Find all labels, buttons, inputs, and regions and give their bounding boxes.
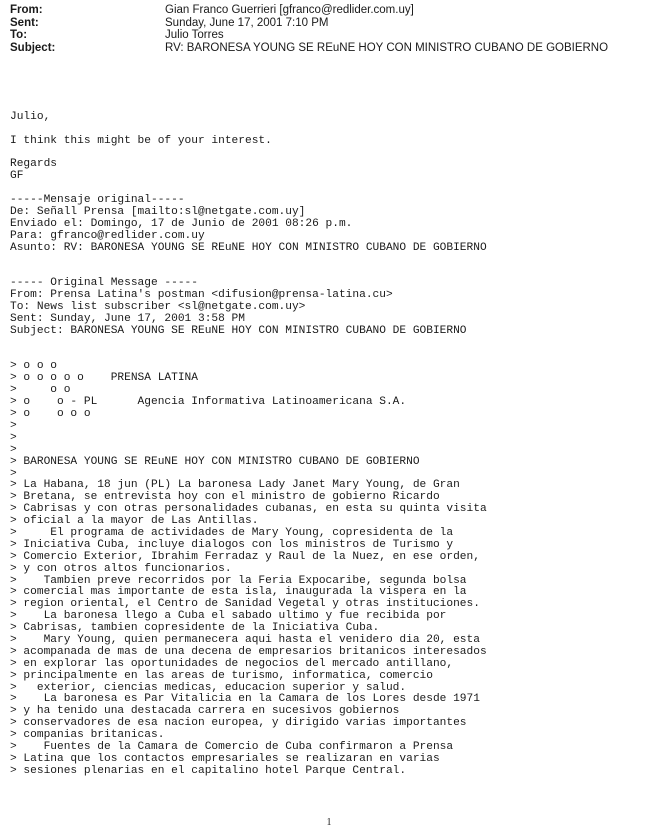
body-line: > oficial a la mayor de Las Antillas. xyxy=(10,515,259,528)
sent-value: Sunday, June 17, 2001 7:10 PM xyxy=(165,16,329,29)
body-line: > o o o o o PRENSA LATINA xyxy=(10,372,198,385)
body-line: De: Señall Prensa [mailto:sl@netgate.com.uy] xyxy=(10,205,306,218)
to-label: To: xyxy=(10,29,28,41)
page-number: 1 xyxy=(326,817,332,828)
body-line xyxy=(10,338,650,350)
body-line: > comercial mas importante de esta isla, inaugurada la vispera en la xyxy=(10,586,467,599)
body-line xyxy=(10,88,650,100)
body-line: > Tambien preve recorridos por la Feria Expocaribe, segunda bolsa xyxy=(10,574,467,587)
body-line: > o o o o xyxy=(10,408,91,421)
body-line: > Bretana, se entrevista hoy con el ministro de gobierno Ricardo xyxy=(10,491,440,504)
to-value: Julio Torres xyxy=(165,29,224,41)
body-line: > xyxy=(10,419,17,432)
body-line: > xyxy=(10,443,17,456)
body-line xyxy=(10,254,650,266)
body-line: > o o xyxy=(10,384,71,397)
body-line: > Cabrisas, tambien copresidente de la Iniciativa Cuba. xyxy=(10,622,380,635)
body-line: To: News list subscriber <sl@netgate.com.uy> xyxy=(10,301,306,314)
body-line: > La baronesa es Par Vitalicia en la Camara de los Lores desde 1971 xyxy=(10,693,480,706)
body-line: > region oriental, el Centro de Sanidad Vegetal y otras instituciones. xyxy=(10,598,480,611)
sent-label: Sent: xyxy=(10,16,39,29)
body-line xyxy=(10,124,650,136)
header-from-row xyxy=(10,4,650,17)
body-line: > y con otros altos funcionarios. xyxy=(10,562,232,575)
body-line: > Latina que los contactos empresariales se realizaran en varias xyxy=(10,752,440,765)
body-line: > companias britanicas. xyxy=(10,729,165,742)
body-line xyxy=(10,100,650,112)
body-line: > principalmente en las areas de turismo, informatica, comercio xyxy=(10,669,433,682)
email-header xyxy=(10,4,650,54)
body-line xyxy=(10,350,650,362)
body-line: > y ha tenido una destacada carrera en sucesivos gobiernos xyxy=(10,705,400,718)
body-line: From: Prensa Latina's postman <difusion@prensa-latina.cu> xyxy=(10,289,393,302)
body-line: Regards xyxy=(10,158,57,171)
body-line: > xyxy=(10,431,17,444)
body-line: > xyxy=(10,467,17,480)
body-line: > en explorar las oportunidades de negocios del mercado antillano, xyxy=(10,657,454,670)
body-line: Sent: Sunday, June 17, 2001 3:58 PM xyxy=(10,312,245,325)
from-label: From: xyxy=(10,4,43,16)
body-line: Julio, xyxy=(10,110,51,123)
body-line: Enviado el: Domingo, 17 de Junio de 2001 08:26 p.m. xyxy=(10,217,353,230)
body-line: ----- Original Message ----- xyxy=(10,277,198,290)
subject-value: RV: BARONESA YOUNG SE REuNE HOY CON MINISTRO CUBANO DE GOBIERNO xyxy=(165,41,609,54)
body-line: I think this might be of your interest. xyxy=(10,134,272,147)
body-line: > Iniciativa Cuba, incluye dialogos con los ministros de Turismo y xyxy=(10,538,454,551)
body-line xyxy=(10,147,650,159)
body-line: -----Mensaje original----- xyxy=(10,194,185,207)
from-value: Gian Franco Guerrieri [gfranco@redlider.com.uy] xyxy=(165,4,414,16)
body-line: Asunto: RV: BARONESA YOUNG SE REuNE HOY CON MINISTRO CUBANO DE GOBIERNO xyxy=(10,241,487,254)
header-to-row xyxy=(10,29,650,42)
body-line: > La baronesa llego a Cuba el sabado ultimo y fue recibida por xyxy=(10,610,447,623)
body-line: > conservadores de esa nacion europea, y dirigido varias importantes xyxy=(10,717,467,730)
email-body xyxy=(10,88,650,778)
body-line: > o o o xyxy=(10,360,57,373)
header-subject-row xyxy=(10,42,650,55)
body-line: > Fuentes de la Camara de Comercio de Cuba confirmaron a Prensa xyxy=(10,740,454,753)
body-line: > Cabrisas y con otras personalidades cubanas, en esta su quinta visita xyxy=(10,503,487,516)
body-line: > o o - PL Agencia Informativa Latinoamericana S.A. xyxy=(10,396,407,409)
body-line: > Comercio Exterior, Ibrahim Ferradaz y Raul de la Nuez, en ese orden, xyxy=(10,550,480,563)
body-line: > exterior, ciencias medicas, educacion superior y salud. xyxy=(10,681,407,694)
body-line: Para: gfranco@redlider.com.uy xyxy=(10,229,205,242)
body-line: Subject: BARONESA YOUNG SE REuNE HOY CON MINISTRO CUBANO DE GOBIERNO xyxy=(10,324,467,337)
body-line: GF xyxy=(10,170,24,183)
header-sent-row xyxy=(10,17,650,30)
body-line: > Mary Young, quien permanecera aqui hasta el venidero dia 20, esta xyxy=(10,633,480,646)
body-line: > El programa de actividades de Mary Young, copresidenta de la xyxy=(10,526,454,539)
body-line: > BARONESA YOUNG SE REuNE HOY CON MINISTRO CUBANO DE GOBIERNO xyxy=(10,455,420,468)
body-line: > sesiones plenarias en el capitalino hotel Parque Central. xyxy=(10,764,407,777)
body-line: > acompanada de mas de una decena de empresarios britanicos interesados xyxy=(10,645,487,658)
subject-label: Subject: xyxy=(10,41,56,54)
body-line: > La Habana, 18 jun (PL) La baronesa Lady Janet Mary Young, de Gran xyxy=(10,479,460,492)
